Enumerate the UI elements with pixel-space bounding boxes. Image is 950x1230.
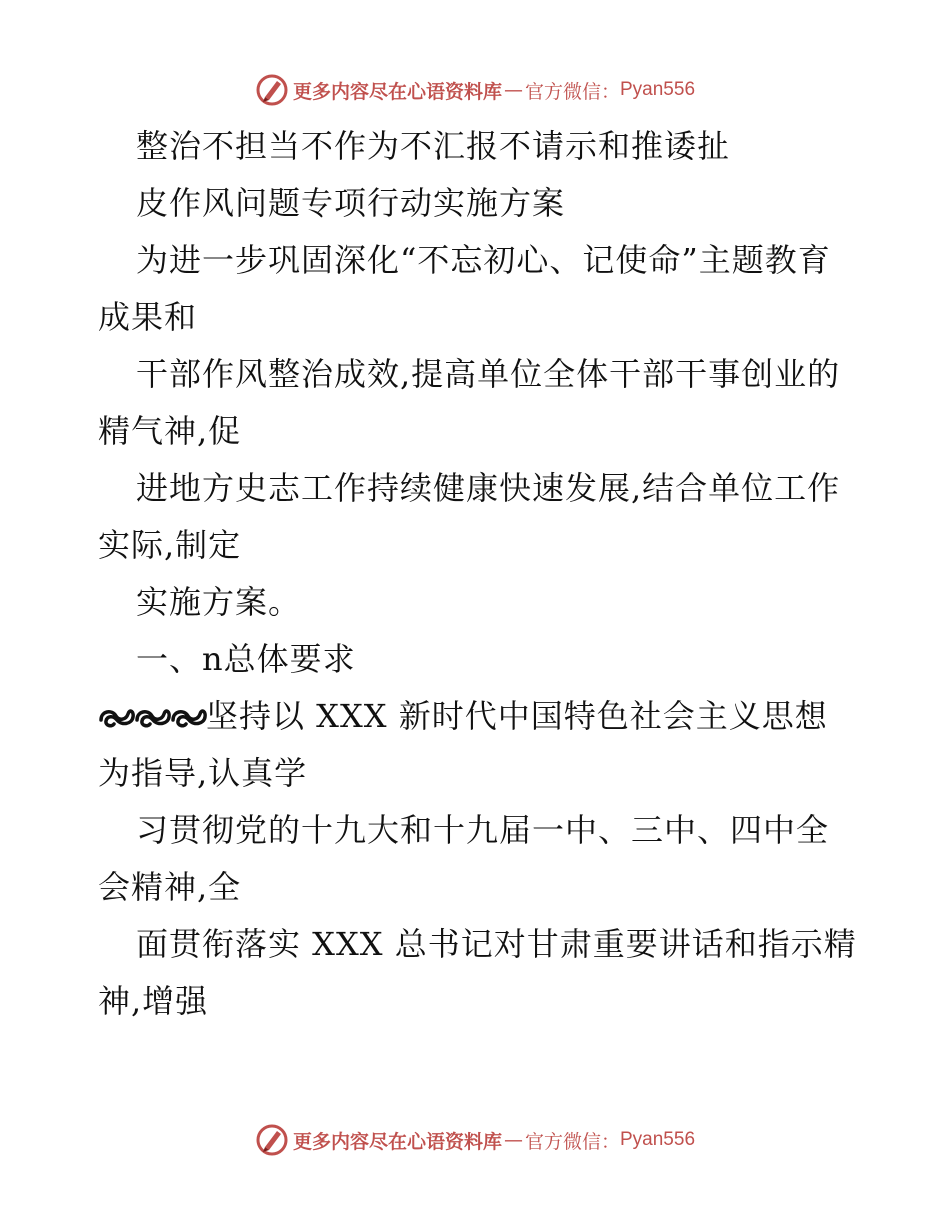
doc-line-8 bbox=[98, 688, 858, 802]
ornament-bullet-icon bbox=[98, 704, 136, 730]
header-wechat-label: 官方微信： bbox=[524, 80, 620, 103]
doc-line-5: 进地方史志工作持续健康快速发展,结合单位工作实际,制定 bbox=[98, 469, 841, 564]
document-body bbox=[98, 118, 858, 1030]
doc-line-10: 面贯衔落实 XXX 总书记对甘肃重要讲话和指示精神,增强 bbox=[98, 925, 857, 1020]
doc-line-9: 习贯彻党的十九大和十九届一中、三中、四中全会精神,全 bbox=[98, 811, 830, 906]
footer-wechat-id: Pyan556 bbox=[620, 1129, 696, 1150]
header-brand-text: 更多内容尽在心语资料库 bbox=[292, 80, 502, 103]
header-wechat-id: Pyan556 bbox=[620, 79, 696, 100]
doc-heading-general-requirements: 一、n总体要求 bbox=[136, 640, 356, 678]
ornament-bullet-icon bbox=[134, 704, 172, 730]
header-dash: — bbox=[503, 79, 523, 101]
doc-line-title-1: 整治不担当不作为不汇报不请示和推诿扯 bbox=[136, 127, 731, 165]
pen-logo-icon bbox=[255, 1123, 289, 1157]
footer-wechat-label: 官方微信： bbox=[524, 1130, 620, 1153]
doc-line-title-2: 皮作风问题专项行动实施方案 bbox=[136, 184, 566, 222]
footer-banner bbox=[0, 1120, 950, 1160]
pen-logo-icon bbox=[255, 73, 289, 107]
doc-line-3: 为进一步巩固深化“不忘初心、记使命”主题教育成果和 bbox=[98, 241, 831, 336]
doc-line-6: 实施方案。 bbox=[136, 583, 302, 621]
ornament-bullet-icon bbox=[170, 704, 208, 730]
footer-dash: — bbox=[503, 1129, 523, 1151]
footer-brand-text: 更多内容尽在心语资料库 bbox=[292, 1130, 502, 1153]
doc-line-4: 干部作风整治成效,提高单位全体干部干事创业的精气神,促 bbox=[98, 355, 841, 450]
doc-line-8-text: 坚持以 XXX 新时代中国特色社会主义思想为指导,认真学 bbox=[98, 697, 828, 792]
header-banner bbox=[0, 70, 950, 110]
